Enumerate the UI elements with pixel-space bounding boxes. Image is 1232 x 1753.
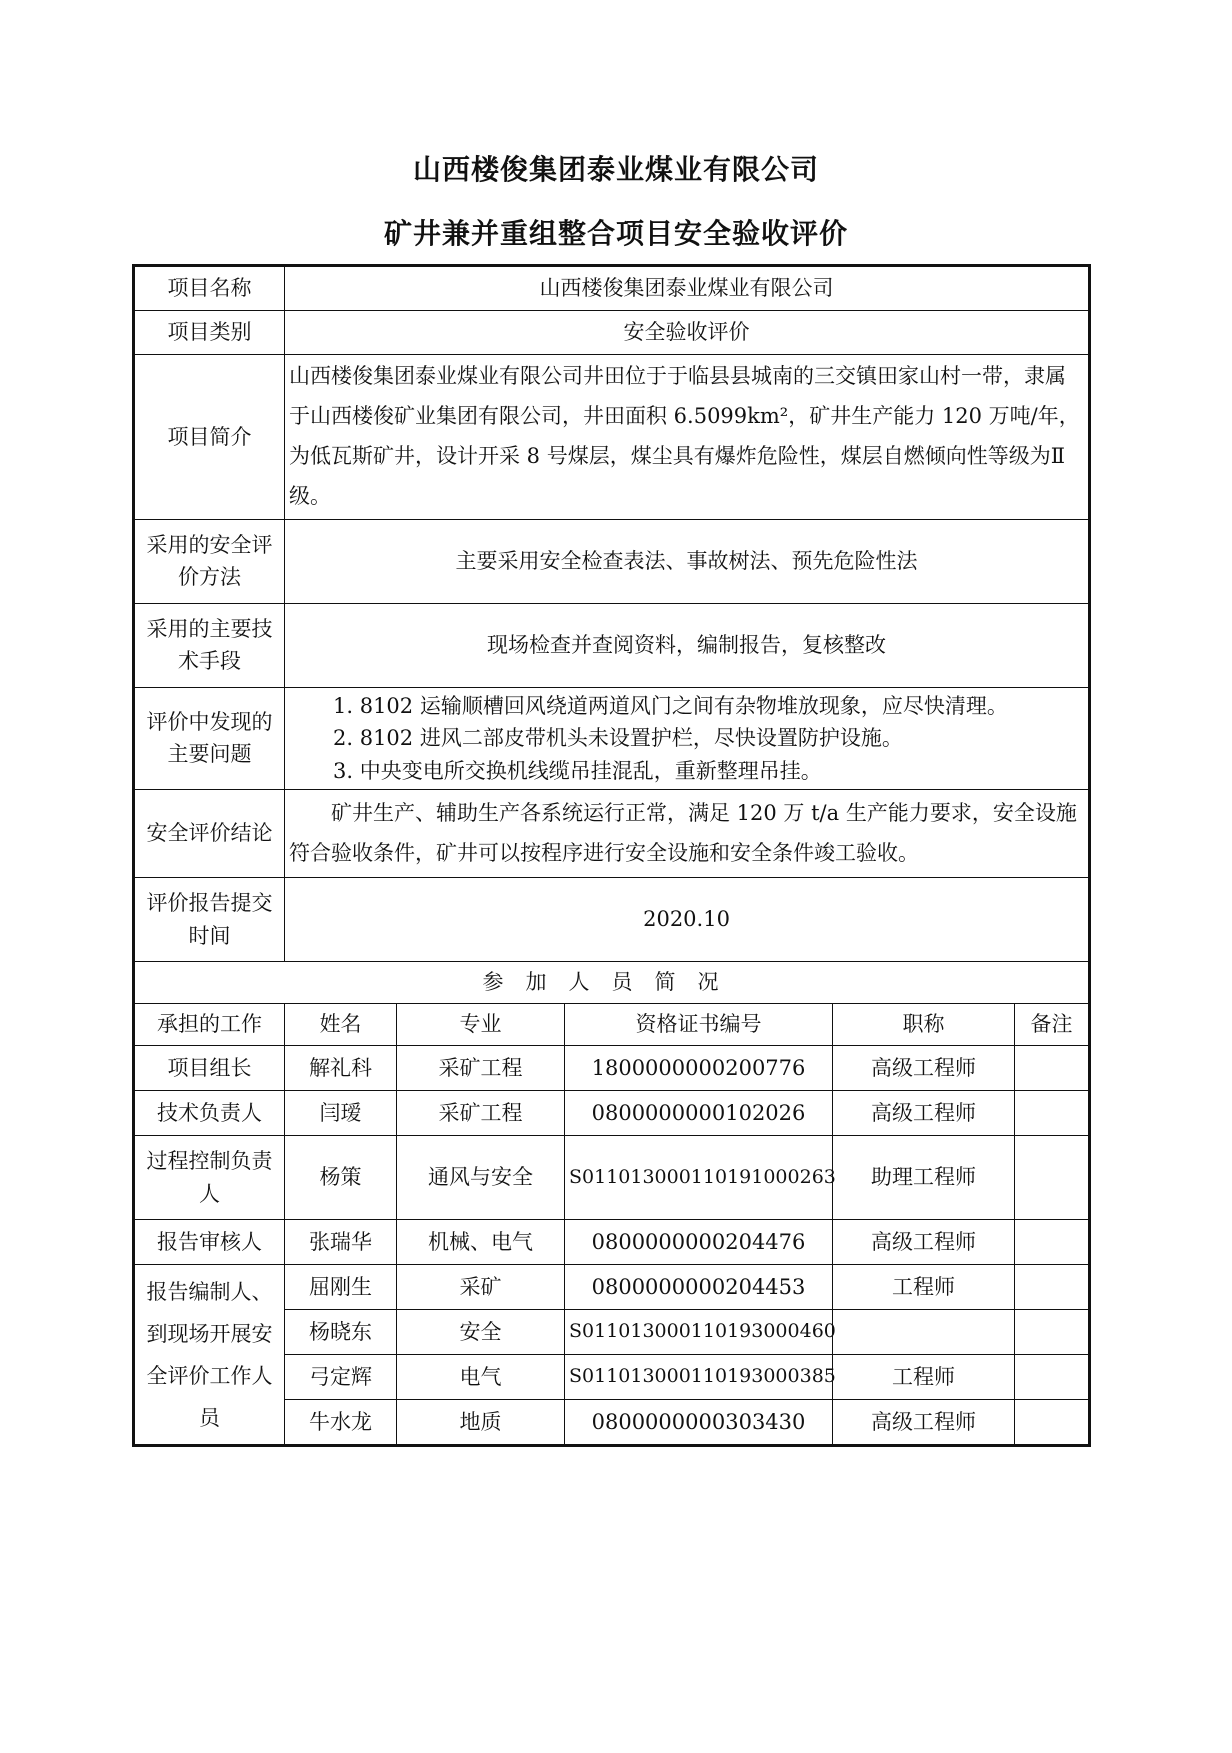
row-conclusion (135, 790, 1089, 878)
evaluation-table (134, 266, 1089, 1445)
staff-role: 过程控制负责人 (135, 1136, 285, 1220)
staff-name: 解礼科 (285, 1046, 397, 1091)
issues-list (285, 687, 1089, 790)
method-label: 采用的安全评价方法 (135, 519, 285, 603)
staff-note (1015, 1220, 1089, 1265)
staff-title (833, 1310, 1015, 1355)
header-note: 备注 (1015, 1004, 1089, 1046)
staff-row (135, 1046, 1089, 1091)
staff-note (1015, 1355, 1089, 1400)
staff-row (135, 1220, 1089, 1265)
staff-title: 高级工程师 (833, 1400, 1015, 1445)
staff-name: 杨晓东 (285, 1310, 397, 1355)
project-type-label: 项目类别 (135, 311, 285, 355)
staff-title: 高级工程师 (833, 1220, 1015, 1265)
project-summary-label: 项目简介 (135, 355, 285, 520)
staff-header-row (135, 1004, 1089, 1046)
report-date-label: 评价报告提交时间 (135, 878, 285, 962)
report-date-value: 2020.10 (285, 878, 1089, 962)
row-project-summary (135, 355, 1089, 520)
staff-name: 屈刚生 (285, 1265, 397, 1310)
staff-major: 机械、电气 (397, 1220, 565, 1265)
staff-title: 高级工程师 (833, 1091, 1015, 1136)
row-method (135, 519, 1089, 603)
staff-note (1015, 1091, 1089, 1136)
staff-major: 通风与安全 (397, 1136, 565, 1220)
header-name: 姓名 (285, 1004, 397, 1046)
row-report-date (135, 878, 1089, 962)
row-issues (135, 687, 1089, 790)
staff-major: 采矿 (397, 1265, 565, 1310)
project-name-value: 山西楼俊集团泰业煤业有限公司 (285, 267, 1089, 311)
row-project-type (135, 311, 1089, 355)
staff-title: 工程师 (833, 1355, 1015, 1400)
staff-note (1015, 1400, 1089, 1445)
header-major: 专业 (397, 1004, 565, 1046)
method-value: 主要采用安全检查表法、事故树法、预先危险性法 (285, 519, 1089, 603)
document-title: 山西楼俊集团泰业煤业有限公司 (412, 153, 819, 186)
staff-cert: 0800000000102026 (565, 1091, 833, 1136)
staff-role: 技术负责人 (135, 1091, 285, 1136)
staff-section-title: 参加人员简况 (135, 962, 1089, 1004)
conclusion-value: 矿井生产、辅助生产各系统运行正常，满足 120 万 t/a 生产能力要求，安全设施符合验收条件，矿井可以按程序进行安全设施和安全条件竣工验收。 (285, 790, 1089, 878)
conclusion-label: 安全评价结论 (135, 790, 285, 878)
staff-name: 张瑞华 (285, 1220, 397, 1265)
staff-cert: 1800000000200776 (565, 1046, 833, 1091)
staff-name: 牛水龙 (285, 1400, 397, 1445)
staff-role: 报告审核人 (135, 1220, 285, 1265)
row-tech (135, 603, 1089, 687)
header-role: 承担的工作 (135, 1004, 285, 1046)
document-subtitle: 矿井兼并重组整合项目安全验收评价 (383, 217, 848, 250)
staff-name: 杨策 (285, 1136, 397, 1220)
staff-note (1015, 1136, 1089, 1220)
staff-cert: 0800000000204476 (565, 1220, 833, 1265)
issue-item: 2. 8102 进风二部皮带机头未设置护栏，尽快设置防护设施。 (333, 726, 903, 751)
project-name-label: 项目名称 (135, 267, 285, 311)
staff-note (1015, 1310, 1089, 1355)
staff-cert: S011013000110191000263 (565, 1136, 833, 1220)
staff-cert: 0800000000303430 (565, 1400, 833, 1445)
tech-label: 采用的主要技术手段 (135, 603, 285, 687)
header-cert: 资格证书编号 (565, 1004, 833, 1046)
staff-name: 闫瑷 (285, 1091, 397, 1136)
staff-major: 安全 (397, 1310, 565, 1355)
issue-item: 1. 8102 运输顺槽回风绕道两道风门之间有杂物堆放现象，应尽快清理。 (333, 693, 1008, 718)
staff-name: 弓定辉 (285, 1355, 397, 1400)
staff-note (1015, 1265, 1089, 1310)
issues-label: 评价中发现的主要问题 (135, 687, 285, 790)
staff-note (1015, 1046, 1089, 1091)
staff-major: 采矿工程 (397, 1091, 565, 1136)
row-project-name (135, 267, 1089, 311)
staff-title: 助理工程师 (833, 1136, 1015, 1220)
staff-major: 电气 (397, 1355, 565, 1400)
staff-role: 项目组长 (135, 1046, 285, 1091)
staff-major: 地质 (397, 1400, 565, 1445)
row-staff-section (135, 962, 1089, 1004)
staff-row (135, 1136, 1089, 1220)
project-summary-value: 山西楼俊集团泰业煤业有限公司井田位于于临县县城南的三交镇田家山村一带，隶属于山西楼俊矿业集团有限公司，井田面积 6.5099km²，矿井生产能力 120 万吨/年，为低瓦斯矿井，设计开采 8 号煤层，煤尘具有爆炸危险性，煤层自燃倾向性等级为Ⅱ级。 (285, 355, 1089, 520)
tech-value: 现场检查并查阅资料，编制报告，复核整改 (285, 603, 1089, 687)
staff-cert: S011013000110193000385 (565, 1355, 833, 1400)
staff-title: 工程师 (833, 1265, 1015, 1310)
staff-major: 采矿工程 (397, 1046, 565, 1091)
issue-item: 3. 中央变电所交换机线缆吊挂混乱，重新整理吊挂。 (333, 758, 822, 783)
header-title: 职称 (833, 1004, 1015, 1046)
staff-group-role: 报告编制人、到现场开展安全评价工作人员 (135, 1265, 285, 1445)
staff-row (135, 1091, 1089, 1136)
staff-cert: 0800000000204453 (565, 1265, 833, 1310)
staff-row (135, 1265, 1089, 1310)
project-type-value: 安全验收评价 (285, 311, 1089, 355)
staff-cert: S011013000110193000460 (565, 1310, 833, 1355)
staff-title: 高级工程师 (833, 1046, 1015, 1091)
